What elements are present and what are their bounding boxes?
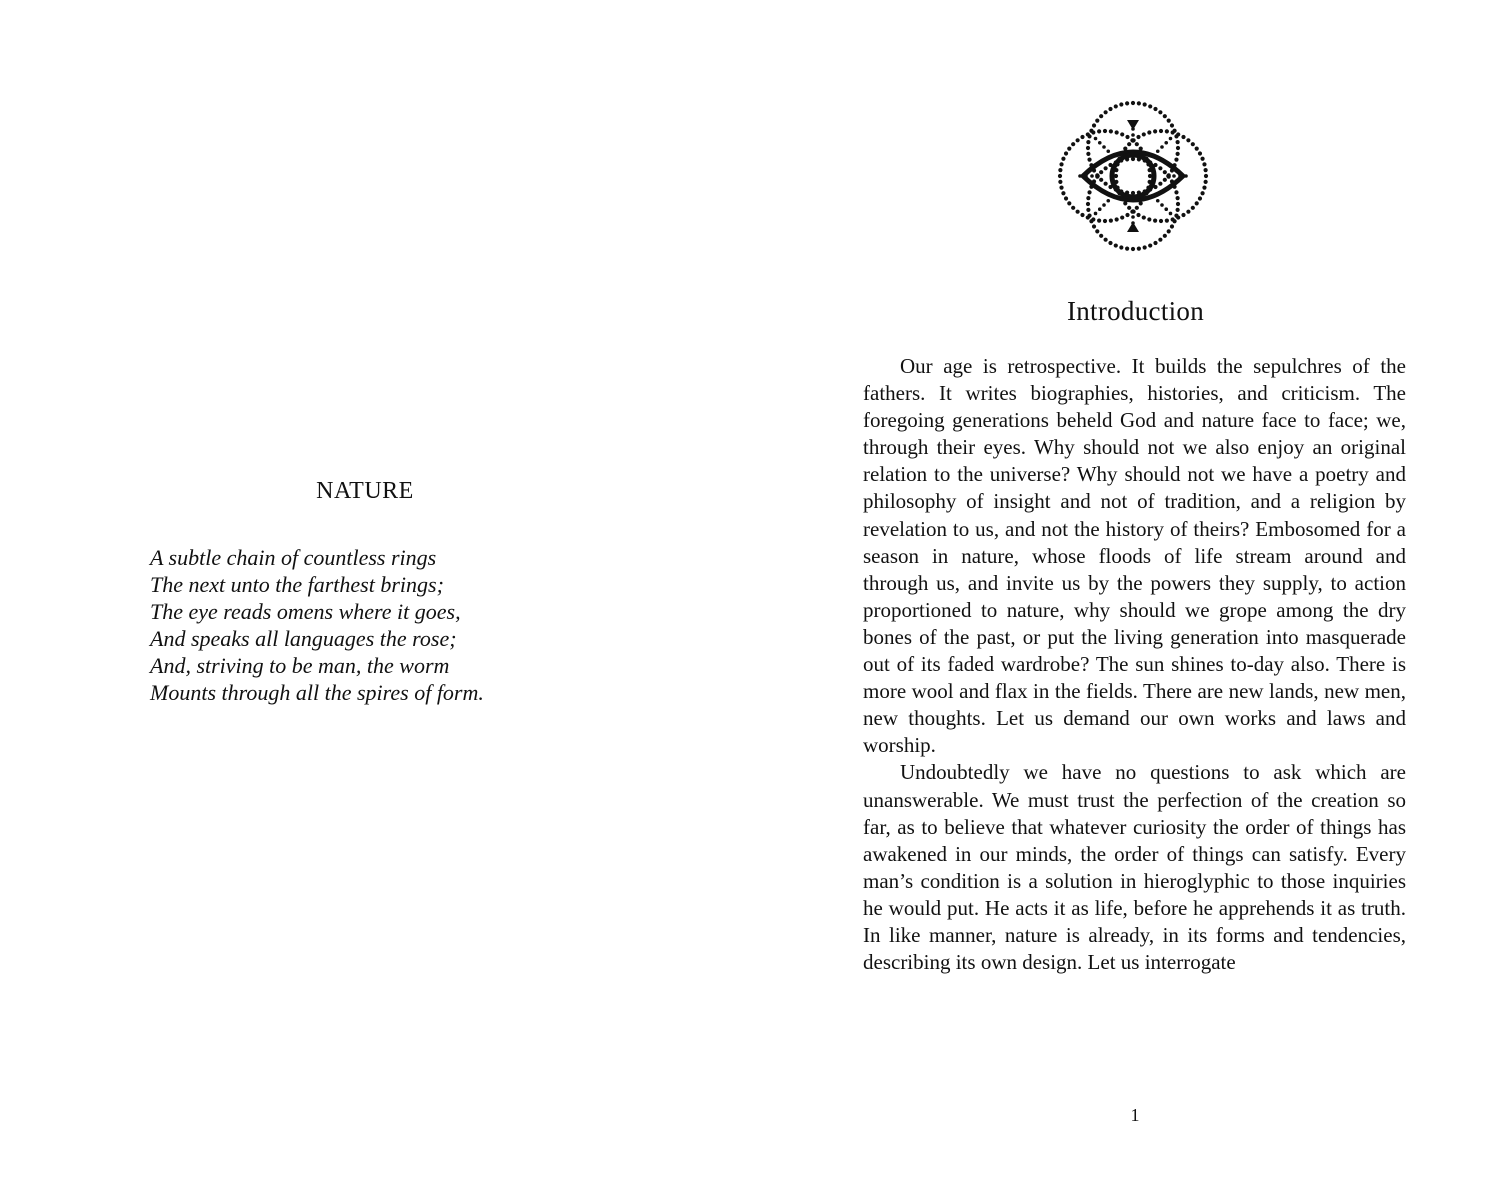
paragraph: Our age is retrospective. It builds the sepulchres of the fathers. It writes biographies, histories, and criticism. The foregoing generations beheld God and nature face to face; we, through their eyes. Why should not we also enjoy an original relation to the universe? Why should not we have a poetry and philosophy of insight and not of tradition, and a religion by revelation to us, and not the history of theirs? Embosomed for a season in nature, whose floods of life stream around and through us, and invite us by the powers they supply, to action proportioned to nature, why should we grope among the dry bones of the past, or put the living generation into masquerade out of its faded wardrobe? The sun shines to-day also. There is more wool and flax in the fields. There are new lands, new men, new thoughts. Let us demand our own works and laws and worship. [863,354,1406,758]
poem-line: And, striving to be man, the worm [150,653,450,678]
poem-title: NATURE [316,478,414,504]
poem-line: And speaks all languages the rose; [150,626,457,651]
poem-line: A subtle chain of countless rings [150,545,437,570]
page-number: 1 [1130,1105,1140,1125]
poem-line: Mounts through all the spires of form. [150,680,484,705]
poem-line: The eye reads omens where it goes, [150,599,461,624]
paragraph: Undoubtedly we have no questions to ask which are unanswerable. We must trust the perfection of the creation so far, as to believe that whatever curiosity the order of things has awakened in our minds, the order of things can satisfy. Every man’s condition is a solution in hieroglyphic to those inquiries he would put. He acts it as life, before he apprehends it as truth. In like manner, nature is already, in its forms and tendencies, describing its own design. Let us interrogate [863,760,1406,975]
chapter-heading: Introduction [1066,296,1205,326]
eye-ornament-icon [1055,98,1211,254]
poem-line: The next unto the farthest brings; [150,572,444,597]
right-page [750,0,1500,1200]
ornament-dots [1058,101,1208,251]
body-text [863,353,1406,976]
poem-epigraph [150,544,484,706]
